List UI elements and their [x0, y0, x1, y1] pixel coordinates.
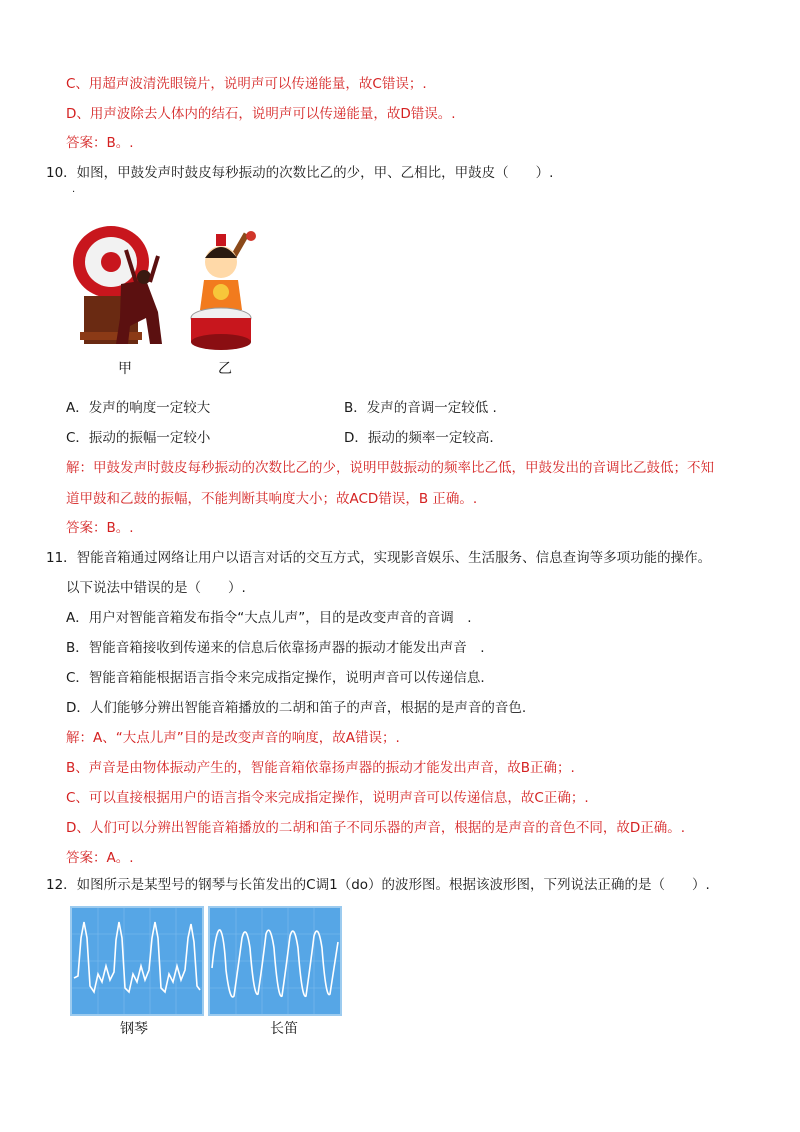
q11-option-c: C．智能音箱能根据语言指令来完成指定操作，说明声音可以传递信息.: [66, 670, 485, 686]
drums-illustration: [66, 222, 266, 377]
q11-stem-line2: 以下说法中错误的是（ ）.: [66, 580, 246, 596]
drum-b-icon: [191, 231, 256, 350]
q12-stem: 12．如图所示是某型号的钢琴与长笛发出的C调1（do）的波形图。根据该波形图，下列说法正确的是（ ）.: [46, 877, 710, 893]
q10-option-b: B．发声的音调一定较低 .: [344, 400, 497, 416]
q11-solution-c: C、可以直接根据用户的语言指令来完成指定操作，说明声音可以传递信息，故C正确；.: [66, 790, 589, 806]
q10-solution-line2: 道甲鼓和乙鼓的振幅，不能判断其响度大小；故ACD错误，B 正确。.: [66, 491, 478, 507]
fig-label-jia: 甲: [118, 361, 132, 377]
flute-waveform-panel: [208, 906, 342, 1016]
q11-option-d: D．人们能够分辨出智能音箱播放的二胡和笛子的声音，根据的是声音的音色.: [66, 700, 527, 716]
q10-answer: 答案：B。.: [66, 520, 134, 536]
q10-solution-line1: 解：甲鼓发声时鼓皮每秒振动的次数比乙的少，说明甲鼓振动的频率比乙低，甲鼓发出的音调比乙鼓低；不知: [66, 460, 714, 476]
q11-solution-b: B、声音是由物体振动产生的，智能音箱依靠扬声器的振动才能发出声音，故B正确；.: [66, 760, 575, 776]
q11-stem-line1: 11．智能音箱通过网络让用户以语言对话的交互方式，实现影音娱乐、生活服务、信息查询等多项功能的操作。: [46, 550, 712, 566]
piano-waveform: [72, 908, 202, 1014]
q11-answer: 答案：A。.: [66, 850, 134, 866]
q9-answer: 答案：B。.: [66, 135, 134, 151]
q11-solution-d: D、人们可以分辨出智能音箱播放的二胡和笛子不同乐器的声音，根据的是声音的音色不同，故D正确。.: [66, 820, 686, 836]
flute-waveform: [210, 908, 340, 1014]
drum-a-icon: [73, 226, 162, 344]
q10-drum-figure: [66, 222, 266, 377]
piano-label: 钢琴: [120, 1021, 148, 1037]
q11-solution-a: 解：A、“大点儿声”目的是改变声音的响度，故A错误；.: [66, 730, 400, 746]
q10-stray-dot: .: [72, 184, 76, 195]
fig-label-yi: 乙: [218, 361, 232, 377]
piano-waveform-panel: [70, 906, 204, 1016]
q10-option-d: D．振动的频率一定较高.: [344, 430, 494, 446]
q11-option-a: A．用户对智能音箱发布指令“大点儿声”，目的是改变声音的音调 .: [66, 610, 472, 626]
q9-solution-d: D、用声波除去人体内的结石，说明声可以传递能量，故D错误。.: [66, 106, 456, 122]
q10-option-c: C．振动的振幅一定较小: [66, 430, 211, 446]
flute-label: 长笛: [270, 1021, 298, 1037]
q9-solution-c: C、用超声波清洗眼镜片，说明声可以传递能量，故C错误；.: [66, 76, 427, 92]
q11-option-b: B．智能音箱接收到传递来的信息后依靠扬声器的振动才能发出声音 .: [66, 640, 485, 656]
q10-option-a: A．发声的响度一定较大: [66, 400, 211, 416]
q10-stem: 10．如图，甲鼓发声时鼓皮每秒振动的次数比乙的少，甲、乙相比，甲鼓皮（ ）.: [46, 165, 554, 181]
